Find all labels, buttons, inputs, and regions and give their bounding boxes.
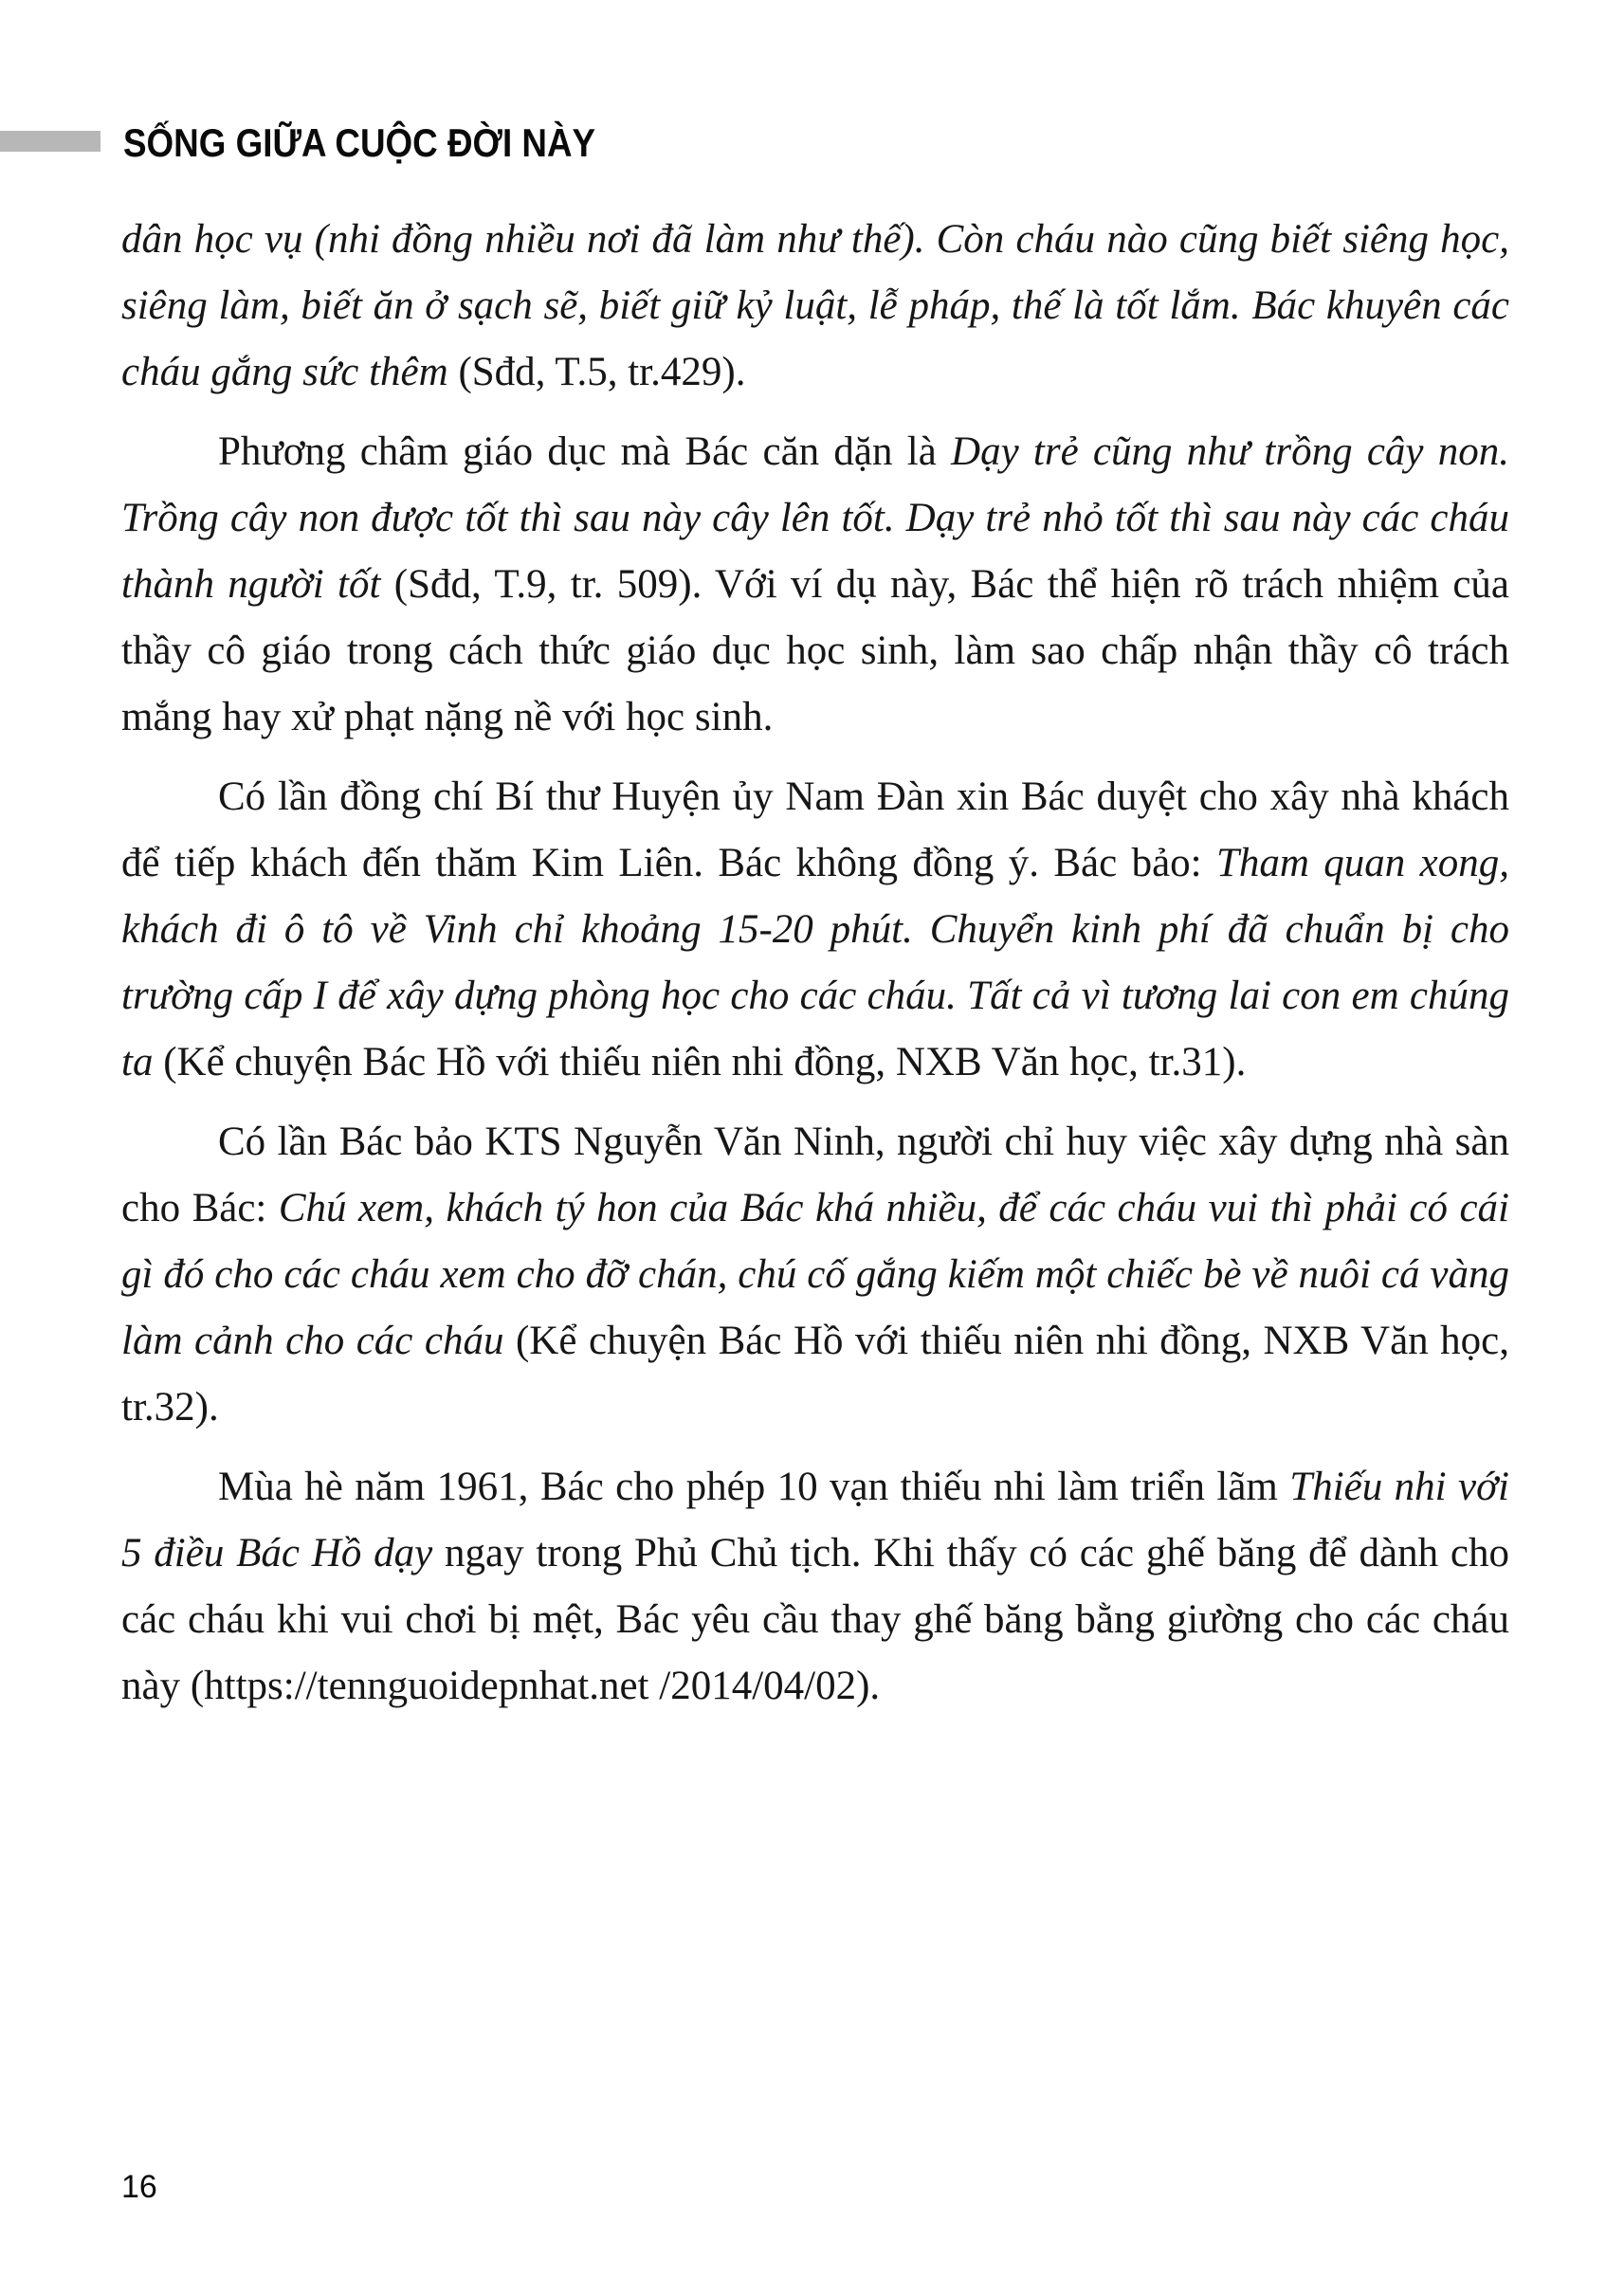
header-decorative-bar [0,131,100,152]
body-text-segment: (Sđd, T.9, tr. 509). Với ví dụ này, Bác thể hiện rõ trách nhiệm của thầy cô giáo trong cách thức giáo dục học sinh, làm sao chấp nhận thầy cô trách mắng hay xử phạt nặng nề với học sinh. [121,562,1509,739]
body-text-segment: Có lần Bác bảo KTS Nguyễn Văn Ninh, người chỉ huy việc xây dựng nhà sàn cho Bác: [121,1120,1509,1230]
body-text-segment: (Kể chuyện Bác Hồ với thiếu niên nhi đồng, NXB Văn học, tr.31). [163,1040,1247,1084]
running-header [0,121,1624,166]
book-title-header: SỐNG GIỮA CUỘC ĐỜI NÀY [123,121,596,166]
body-text-segment: Mùa hè năm 1961, Bác cho phép 10 vạn thiếu nhi làm triển lãm [218,1465,1290,1509]
paragraph [121,764,1509,1096]
quoted-text-segment: Chú xem, khách tý hon của Bác khá nhiều, để các cháu vui thì phải có cái gì đó cho các cháu xem cho đỡ chán, chú cố gắng kiếm một chiếc bè về nuôi cá vàng làm cảnh cho các cháu [121,1186,1509,1363]
body-text-segment: (Kể chuyện Bác Hồ với thiếu niên nhi đồng, NXB Văn học, tr.32). [121,1319,1509,1430]
quoted-text-segment: Thiếu nhi với 5 điều Bác Hồ dạy [121,1465,1510,1576]
quoted-text-segment: Dạy trẻ cũng như trồng cây non. Trồng cây non được tốt thì sau này cây lên tốt. Dạy trẻ nhỏ tốt thì sau này các cháu thành người tốt [121,429,1509,607]
paragraph [121,1109,1509,1441]
page-number: 16 [121,2169,157,2205]
paragraph [121,1454,1509,1720]
quoted-text-segment: dân học vụ (nhi đồng nhiều nơi đã làm như thế). Còn cháu nào cũng biết siêng học, siêng làm, biết ăn ở sạch sẽ, biết giữ kỷ luật, lễ pháp, thế là tốt lắm. Bác khuyên các cháu gắng sức thêm [121,217,1509,394]
body-text-segment: Phương châm giáo dục mà Bác căn dặn là [218,429,952,474]
body-text [121,207,1509,1733]
paragraph [121,207,1509,406]
quoted-text-segment: Tham quan xong, khách đi ô tô về Vinh chỉ khoảng 15-20 phút. Chuyển kinh phí đã chuẩn bị cho trường cấp I để xây dựng phòng học cho các cháu. Tất cả vì tương lai con em chúng ta [121,841,1509,1084]
body-text-segment: ngay trong Phủ Chủ tịch. Khi thấy có các ghế băng để dành cho các cháu khi vui chơi bị mệt, Bác yêu cầu thay ghế băng bằng giường cho các cháu này (https://tennguoidepnhat.net /2014/04/02). [121,1531,1509,1708]
body-text-segment: Có lần đồng chí Bí thư Huyện ủy Nam Đàn xin Bác duyệt cho xây nhà khách để tiếp khách đến thăm Kim Liên. Bác không đồng ý. Bác bảo: [121,774,1509,885]
body-text-segment: (Sđd, T.5, tr.429). [458,350,746,394]
paragraph [121,419,1509,751]
